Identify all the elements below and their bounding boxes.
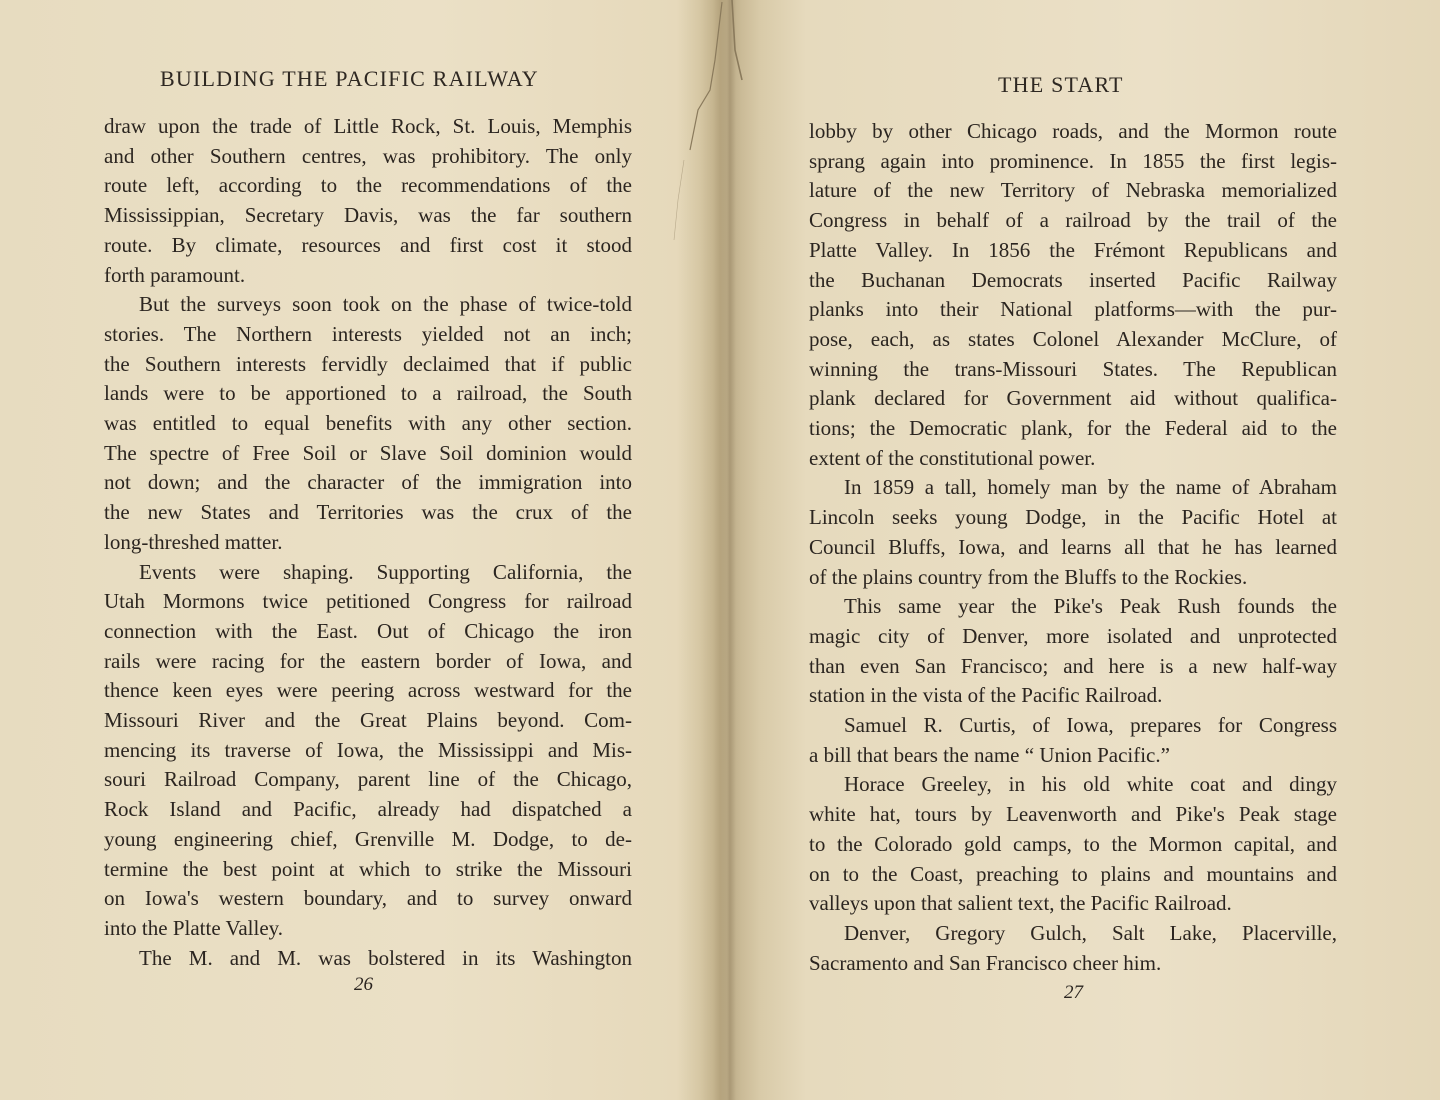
text-line: on Iowa's western boundary, and to survey onward xyxy=(104,886,632,911)
text-line: route. By climate, resources and first cost it stood xyxy=(104,232,632,257)
text-line: Mississippian, Secretary Davis, was the far southern xyxy=(104,203,632,228)
text-line: valleys upon that salient text, the Pacific Railroad. xyxy=(809,891,1232,916)
text-line: Samuel R. Curtis, of Iowa, prepares for Congress xyxy=(844,713,1337,738)
text-line: Missouri River and the Great Plains beyond. Com- xyxy=(104,708,632,733)
text-line: mencing its traverse of Iowa, the Mississippi and Mis- xyxy=(104,737,632,762)
text-line: Lincoln seeks young Dodge, in the Pacific Hotel at xyxy=(809,505,1337,530)
text-line: termine the best point at which to strike the Missouri xyxy=(104,856,632,881)
text-line: forth paramount. xyxy=(104,262,246,287)
text-line: stories. The Northern interests yielded not an inch; xyxy=(104,321,632,346)
text-line: plank declared for Government aid without qualifica- xyxy=(809,386,1337,411)
text-line: Utah Mormons twice petitioned Congress for railroad xyxy=(104,589,632,614)
text-line: pose, each, as states Colonel Alexander McClure, of xyxy=(809,326,1337,351)
text-line: white hat, tours by Leavenworth and Pike's Peak stage xyxy=(809,802,1337,827)
text-line: not down; and the character of the immigration into xyxy=(104,470,632,495)
text-line: lature of the new Territory of Nebraska memorialized xyxy=(809,178,1337,203)
text-line: winning the trans-Missouri States. The Republican xyxy=(809,356,1337,381)
text-line: Council Bluffs, Iowa, and learns all that he has learned xyxy=(809,534,1337,559)
text-line: The M. and M. was bolstered in its Washington xyxy=(139,945,632,970)
text-line: thence keen eyes were peering across westward for the xyxy=(104,678,632,703)
text-line: tions; the Democratic plank, for the Federal aid to the xyxy=(809,416,1337,441)
text-line: lands were to be apportioned to a railroad, the South xyxy=(104,381,632,406)
text-line: Rock Island and Pacific, already had dispatched a xyxy=(104,797,632,822)
text-line: Platte Valley. In 1856 the Frémont Republicans and xyxy=(809,237,1337,262)
text-line: was entitled to equal benefits with any other section. xyxy=(104,411,632,436)
text-line: on to the Coast, preaching to plains and mountains and xyxy=(809,861,1337,886)
text-line: and other Southern centres, was prohibitory. The only xyxy=(104,143,632,168)
text-line: This same year the Pike's Peak Rush founds the xyxy=(844,594,1337,619)
text-line: of the plains country from the Bluffs to the Rockies. xyxy=(809,564,1248,589)
text-line: Congress in behalf of a railroad by the trail of the xyxy=(809,208,1337,233)
text-line: sprang again into prominence. In 1855 the first legis- xyxy=(809,148,1337,173)
running-head: BUILDING THE PACIFIC RAILWAY xyxy=(160,66,539,91)
text-line: station in the vista of the Pacific Railroad. xyxy=(809,683,1163,708)
text-line: magic city of Denver, more isolated and unprotected xyxy=(809,623,1337,648)
page-number: 27 xyxy=(1064,982,1083,1003)
running-head: THE START xyxy=(998,72,1124,97)
right-page xyxy=(720,0,1440,1100)
text-line: lobby by other Chicago roads, and the Mormon route xyxy=(809,119,1337,143)
text-line: In 1859 a tall, homely man by the name of Abraham xyxy=(844,475,1337,500)
text-line: extent of the constitutional power. xyxy=(809,445,1096,470)
text-line: The spectre of Free Soil or Slave Soil dominion would xyxy=(104,440,632,465)
page-body xyxy=(809,117,1337,978)
text-line: the Buchanan Democrats inserted Pacific Railway xyxy=(809,267,1337,292)
text-line: than even San Francisco; and here is a new half-way xyxy=(809,653,1337,678)
text-line: route left, according to the recommendations of the xyxy=(104,173,632,198)
text-line: Sacramento and San Francisco cheer him. xyxy=(809,950,1162,975)
text-line: draw upon the trade of Little Rock, St. Louis, Memphis xyxy=(104,114,632,138)
text-line: rails were racing for the eastern border of Iowa, and xyxy=(104,648,632,673)
page-number: 26 xyxy=(354,974,373,995)
text-line: Horace Greeley, in his old white coat and dingy xyxy=(844,772,1337,797)
text-line: long-threshed matter. xyxy=(104,529,283,554)
text-line: souri Railroad Company, parent line of the Chicago, xyxy=(104,767,632,792)
text-line: into the Platte Valley. xyxy=(104,915,284,940)
page-body xyxy=(104,112,632,973)
text-line: planks into their National platforms—with the pur- xyxy=(809,297,1337,322)
text-line: a bill that bears the name “ Union Pacific.” xyxy=(809,742,1170,767)
text-line: the Southern interests fervidly declaimed that if public xyxy=(104,351,632,376)
text-line: But the surveys soon took on the phase of twice-told xyxy=(139,292,632,317)
text-line: young engineering chief, Grenville M. Dodge, to de- xyxy=(104,826,632,851)
text-line: the new States and Territories was the crux of the xyxy=(104,500,632,525)
text-line: Events were shaping. Supporting California, the xyxy=(139,559,632,584)
text-line: to the Colorado gold camps, to the Mormon capital, and xyxy=(809,831,1337,856)
text-line: Denver, Gregory Gulch, Salt Lake, Placerville, xyxy=(844,920,1337,945)
text-line: connection with the East. Out of Chicago the iron xyxy=(104,618,632,643)
